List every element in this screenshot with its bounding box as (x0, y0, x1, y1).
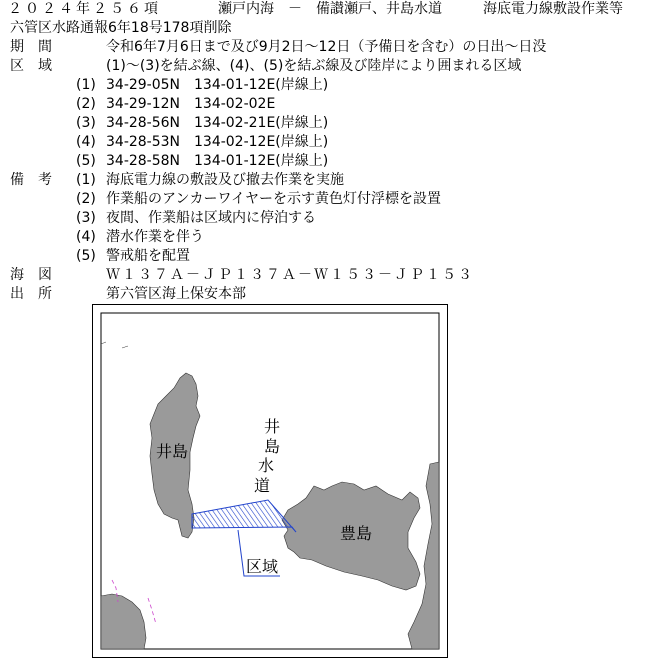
point-no: (1) (76, 77, 96, 93)
remark-text: 夜間、作業船は区域内に停泊する (106, 210, 316, 226)
remark-no: (5) (76, 248, 96, 264)
label-channel-char: 島 (264, 437, 281, 456)
remark-no: (1) (76, 172, 96, 188)
remark-no: (3) (76, 210, 96, 226)
point-lat: 34-29-12N (106, 96, 181, 112)
area-map (92, 304, 448, 658)
point-no: (2) (76, 96, 96, 112)
point-lon: 134-02-12E(岸線上) (194, 134, 329, 150)
label-area: 区域 (246, 557, 279, 576)
chart-value: Ｗ１３７Ａ－ＪＰ１３７Ａ－Ｗ１５３－ＪＰ１５３ (106, 267, 474, 283)
remark-text: 警戒船を配置 (106, 248, 190, 264)
remark-no: (4) (76, 229, 96, 245)
period-value: 令和6年7月6日まで及び9月2日～12日（予備日を含む）の日出～日没 (106, 39, 547, 55)
remark-text: 海底電力線の敷設及び撤去作業を実施 (106, 172, 344, 188)
point-no: (5) (76, 153, 96, 169)
point-lon: 134-02-02E (194, 96, 276, 112)
remark-text: 作業船のアンカーワイヤーを示す黄色灯付浮標を設置 (106, 191, 442, 207)
area-label: 区 域 (10, 58, 52, 74)
label-channel-char: 道 (254, 476, 271, 495)
point-lon: 134-01-12E(岸線上) (194, 153, 329, 169)
point-lat: 34-28-58N (106, 153, 181, 169)
label-ijima: 井島 (156, 442, 189, 461)
remarks-label: 備 考 (10, 172, 52, 188)
point-lon: 134-02-21E(岸線上) (194, 115, 329, 131)
label-channel-char: 水 (258, 456, 275, 475)
period-label: 期 間 (10, 39, 52, 55)
label-channel-char: 井 (264, 417, 281, 436)
issuer-value: 第六管区海上保安本部 (106, 286, 246, 302)
remark-no: (2) (76, 191, 96, 207)
notice-subject: 海底電力線敷設作業等 (483, 1, 623, 17)
notice-number: ２０２４年２５６項 (8, 1, 161, 17)
area-value: (1)～(3)を結ぶ線、(4)、(5)を結ぶ線及び陸岸により囲まれる区域 (106, 58, 522, 74)
point-lat: 34-28-53N (106, 134, 181, 150)
source-line: 六管区水路通報6年18号178項削除 (10, 20, 232, 36)
point-no: (3) (76, 115, 96, 131)
notice-area: 瀬戸内海 － 備讃瀬戸、井島水道 (218, 1, 442, 17)
point-lat: 34-29-05N (106, 77, 181, 93)
label-toshima: 豊島 (340, 524, 373, 543)
point-no: (4) (76, 134, 96, 150)
point-lat: 34-28-56N (106, 115, 181, 131)
point-lon: 134-01-12E(岸線上) (194, 77, 329, 93)
chart-label: 海 図 (10, 267, 52, 283)
remark-text: 潜水作業を伴う (106, 229, 204, 245)
issuer-label: 出 所 (10, 286, 52, 302)
